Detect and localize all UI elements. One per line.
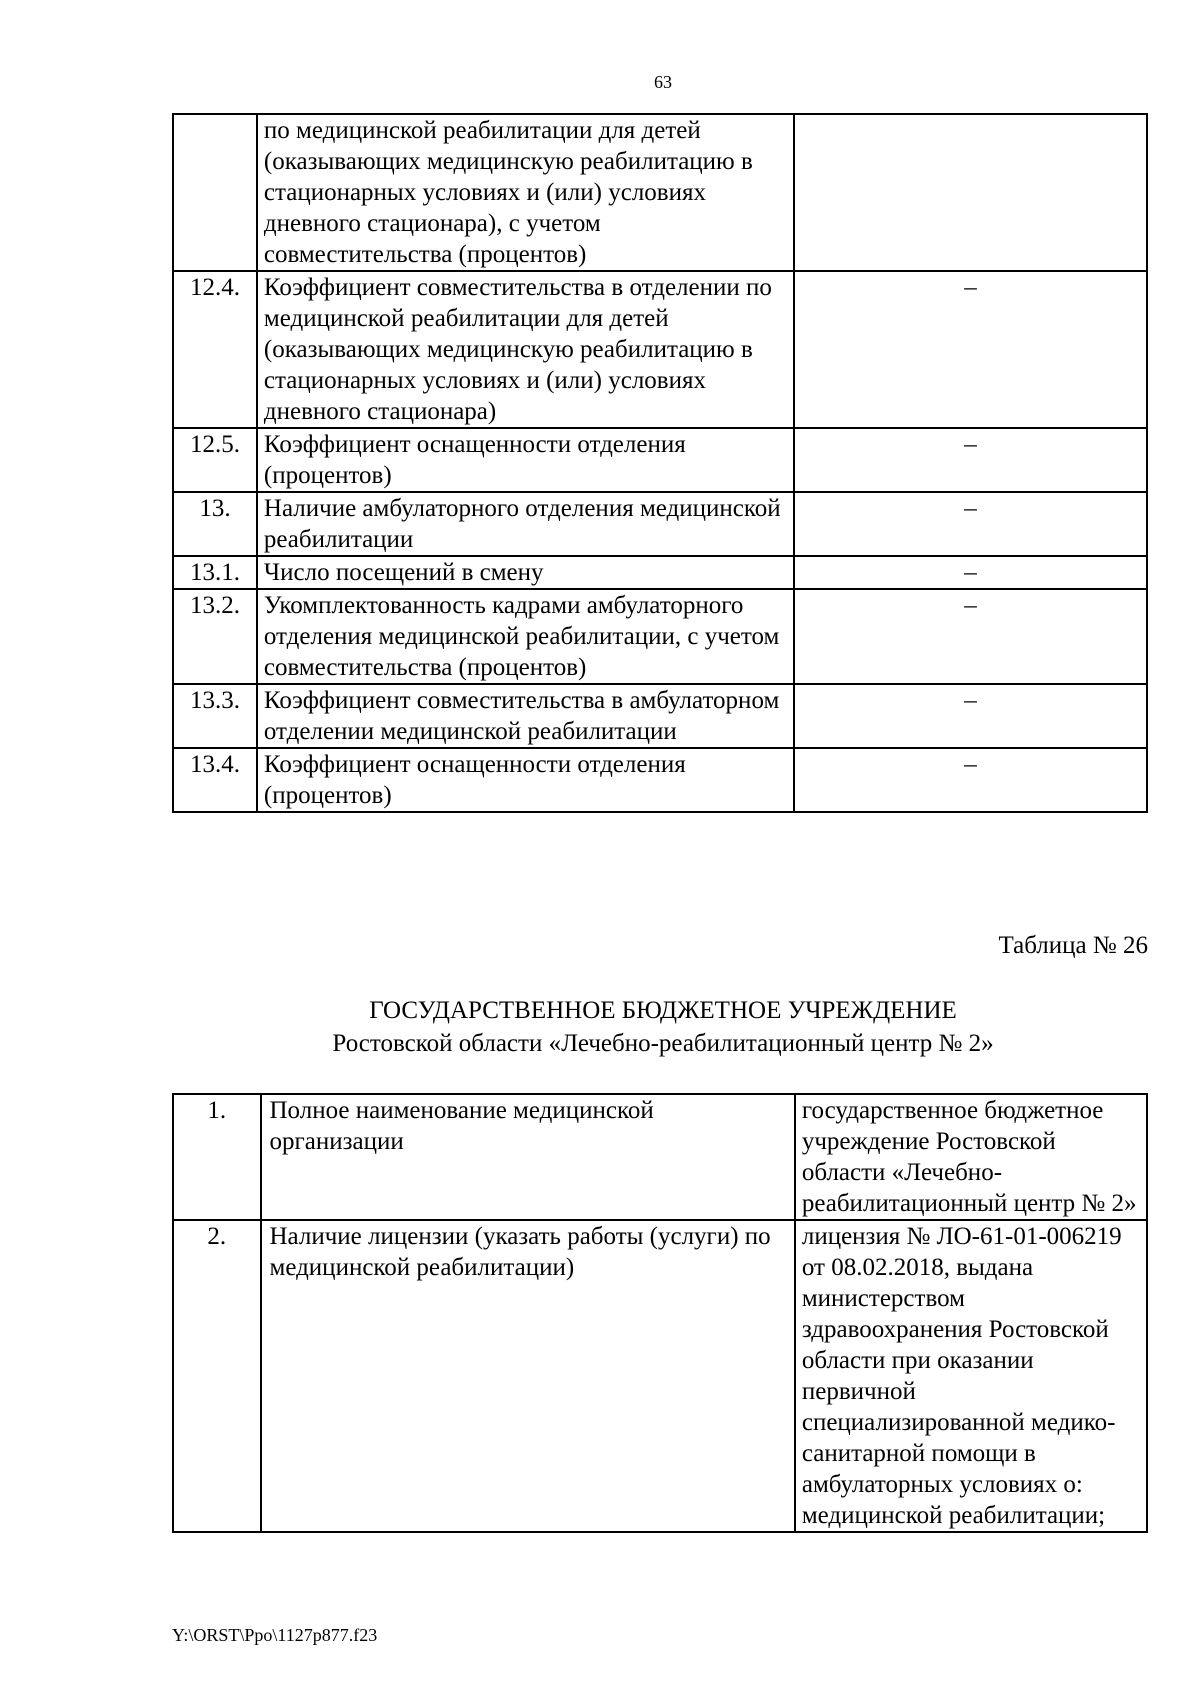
table-row [173,748,1147,812]
row-value: – [794,589,1147,684]
table-row [173,1094,1147,1220]
file-path-footer: Y:\ORST\Ppo\1127p877.f23 [172,1625,378,1645]
row-description: Коэффициент оснащенности отделения (процентов) [257,428,794,492]
table-row [173,589,1147,684]
row-value: государственное бюджетное учреждение Ростовской области «Лечебно-реабилитационный центр № 2» [795,1094,1147,1220]
row-description: по медицинской реабилитации для детей (оказывающих медицинскую реабилитацию в стационарных условиях и (или) условиях дневного стационара), с учетом совместительства (процентов) [257,114,794,271]
row-value [794,114,1147,271]
row-number: 2. [173,1220,261,1532]
row-description: Наличие лицензии (указать работы (услуги) по медицинской реабилитации) [261,1220,795,1532]
row-number: 13.4. [173,748,257,812]
row-number: 13.3. [173,684,257,748]
row-value: – [794,271,1147,428]
row-number: 13.2. [173,589,257,684]
row-description: Наличие амбулаторного отделения медицинской реабилитации [257,492,794,556]
table-row [173,428,1147,492]
table-row [173,271,1147,428]
row-value: – [794,684,1147,748]
row-number: 12.4. [173,271,257,428]
row-value: – [794,428,1147,492]
row-value: – [794,492,1147,556]
row-number [173,114,257,271]
table-row [173,556,1147,589]
row-description: Число посещений в смену [257,556,794,589]
row-description: Коэффициент совместительства в отделении по медицинской реабилитации для детей (оказывающих медицинскую реабилитацию в стационарных условиях и (или) условиях дневного стационара) [257,271,794,428]
row-description: Коэффициент совместительства в амбулаторном отделении медицинской реабилитации [257,684,794,748]
table-row [173,492,1147,556]
row-description: Полное наименование медицинской организации [261,1094,795,1220]
row-number: 13. [173,492,257,556]
table-row [173,114,1147,271]
table-caption: Таблица № 26 [998,932,1148,959]
row-value: – [794,748,1147,812]
organization-subtitle: Ростовской области «Лечебно-реабилитационный центр № 2» [332,1030,994,1057]
organization-title: ГОСУДАРСТВЕННОЕ БЮДЖЕТНОЕ УЧРЕЖДЕНИЕ [369,997,957,1024]
row-description: Коэффициент оснащенности отделения (процентов) [257,748,794,812]
table-row [173,1220,1147,1532]
row-number: 13.1. [173,556,257,589]
organization-table [172,1093,1148,1533]
row-number: 12.5. [173,428,257,492]
indicators-table [172,113,1148,813]
row-description: Укомплектованность кадрами амбулаторного отделения медицинской реабилитации, с учетом совместительства (процентов) [257,589,794,684]
row-value: – [794,556,1147,589]
page-number: 63 [654,72,672,92]
row-number: 1. [173,1094,261,1220]
table-row [173,684,1147,748]
row-value: лицензия № ЛО-61-01-006219 от 08.02.2018, выдана министерством здравоохранения Ростовской области при оказании первичной специализированной медико-санитарной помощи в амбулаторных условиях о: медицинской реабилитации; [795,1220,1147,1532]
